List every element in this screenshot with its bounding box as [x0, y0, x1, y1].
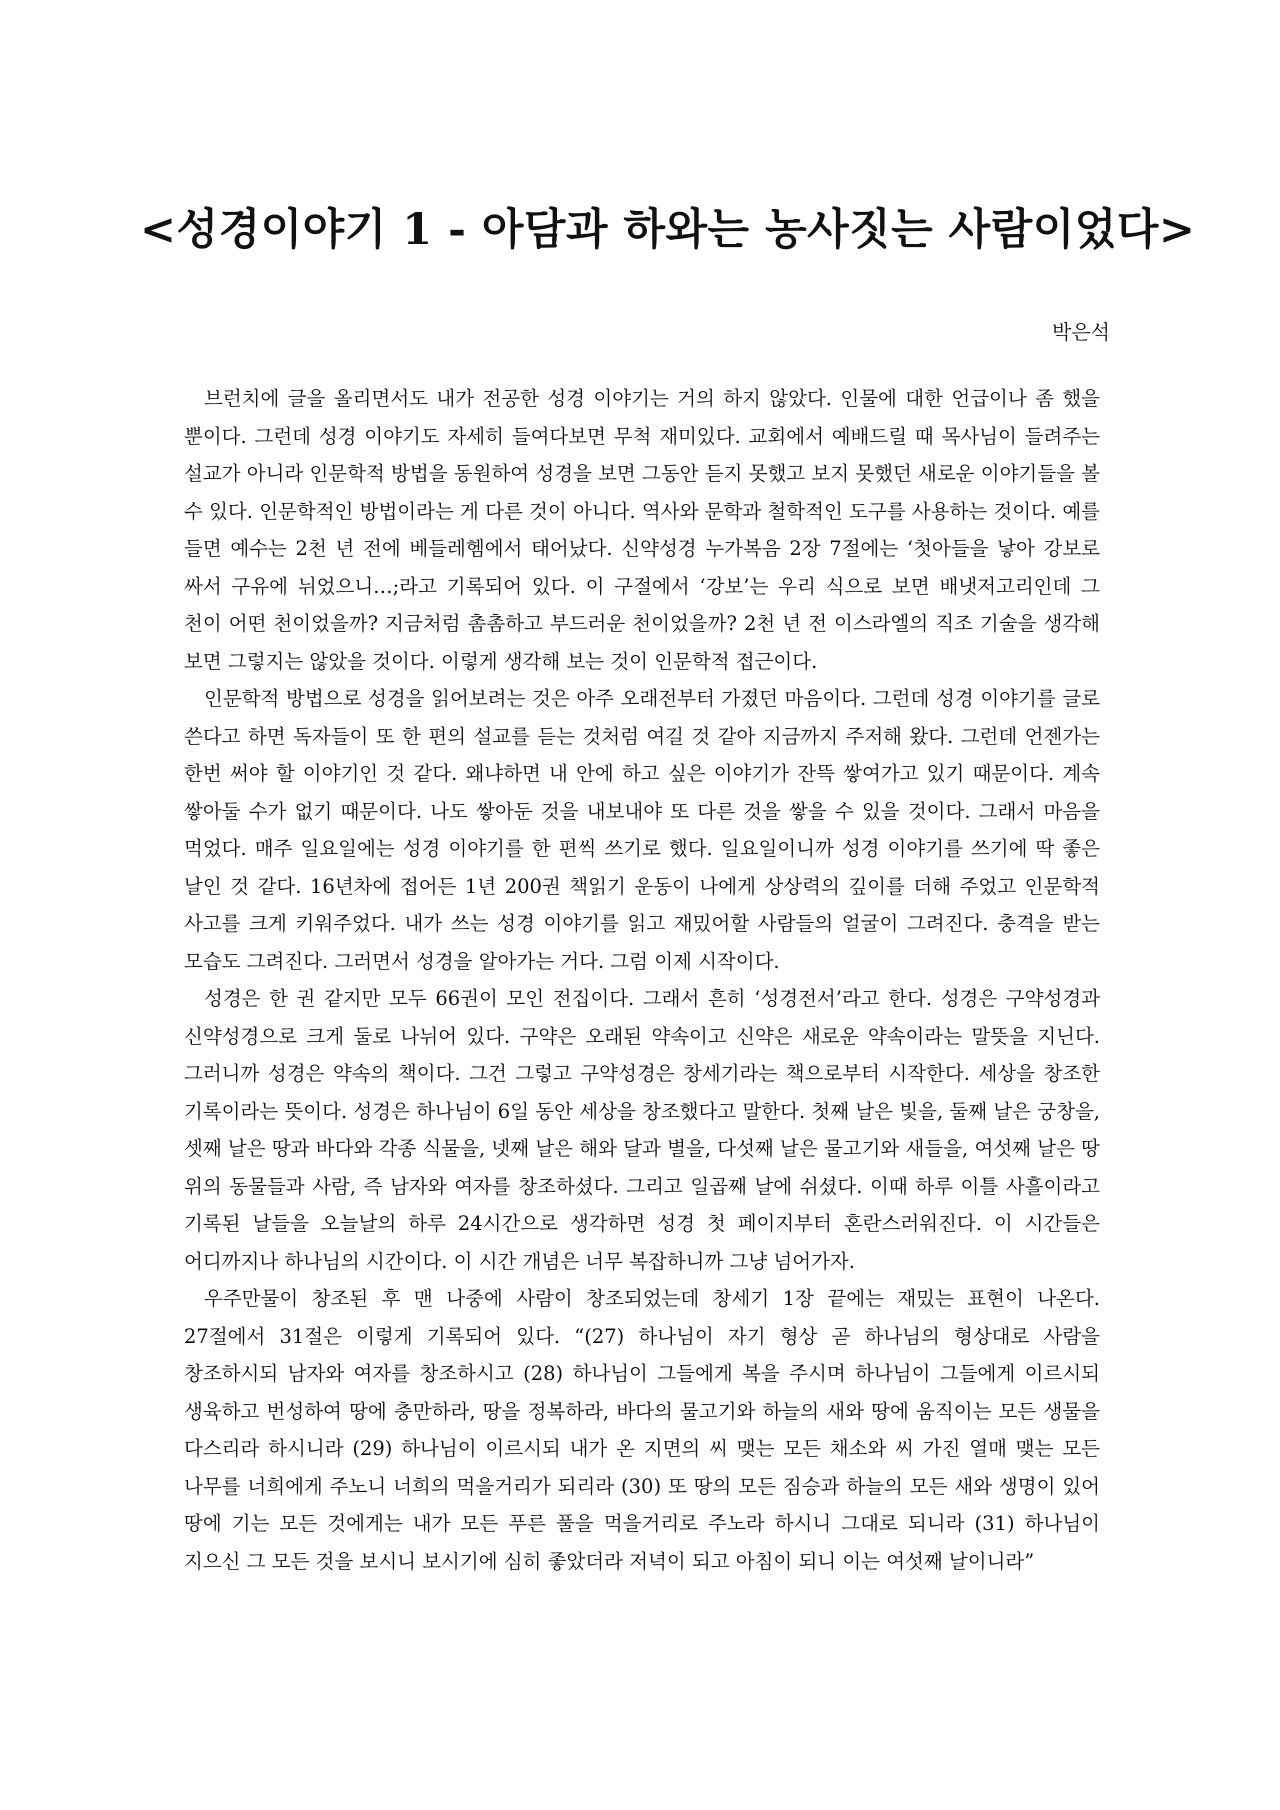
document-title: <성경이야기 1 - 아담과 하와는 농사짓는 사람이었다>: [140, 205, 1196, 255]
paragraph-2: 인문학적 방법으로 성경을 읽어보려는 것은 아주 오래전부터 가졌던 마음이다. 그런데 성경 이야기를 글로 쓴다고 하면 독자들이 또 한 편의 설교를 듣는 것처럼 여길 것 같아 지금까지 주저해 왔다. 그런데 언젠가는 한번 써야 할 이야기인 것 같다. 왜냐하면 내 안에 하고 싶은 이야기가 잔뜩 쌓여가고 있기 때문이다. 계속 쌓아둘 수가 없기 때문이다. 나도 쌓아둔 것을 내보내야 또 다른 것을 쌓을 수 있을 것이다. 그래서 마음을 먹었다. 매주 일요일에는 성경 이야기를 한 편씩 쓰기로 했다. 일요일이니까 성경 이야기를 쓰기에 딱 좋은 날인 것 같다. 16년차에 접어든 1년 200권 책읽기 운동이 나에게 상상력의 깊이를 더해 주었고 인문학적 사고를 크게 키워주었다. 내가 쓰는 성경 이야기를 읽고 재밌어할 사람들의 얼굴이 그려진다. 충격을 받는 모습도 그려진다. 그러면서 성경을 알아가는 거다. 그럼 이제 시작이다.: [184, 687, 1100, 973]
paragraph-4: 우주만물이 창조된 후 맨 나중에 사람이 창조되었는데 창세기 1장 끝에는 재밌는 표현이 나온다. 27절에서 31절은 이렇게 기록되어 있다. “(27) 하나님이 자기 형상 곧 하나님의 형상대로 사람을 창조하시되 남자와 여자를 창조하시고 (28) 하나님이 그들에게 복을 주시며 하나님이 그들에게 이르시되 생육하고 번성하여 땅에 충만하라, 땅을 정복하라, 바다의 물고기와 하늘의 새와 땅에 움직이는 모든 생물을 다스리라 하시니라 (29) 하나님이 이르시되 내가 온 지면의 씨 맺는 모든 채소와 씨 가진 열매 맺는 모든 나무를 너희에게 주노니 너희의 먹을거리가 되리라 (30) 또 땅의 모든 짐승과 하늘의 모든 새와 생명이 있어 땅에 기는 모든 것에게는 내가 모든 푸른 풀을 먹을거리로 주노라 하시니 그대로 되니라 (31) 하나님이 지으신 그 모든 것을 보시니 보시기에 심히 좋았더라 저녁이 되고 아침이 되니 이는 여섯째 날이니라”: [184, 1287, 1100, 1573]
paragraph-3: 성경은 한 권 같지만 모두 66권이 모인 전집이다. 그래서 흔히 ‘성경전서’라고 한다. 성경은 구약성경과 신약성경으로 크게 둘로 나뉘어 있다. 구약은 오래된 약속이고 신약은 새로운 약속이라는 말뜻을 지닌다. 그러니까 성경은 약속의 책이다. 그건 그렇고 구약성경은 창세기라는 책으로부터 시작한다. 세상을 창조한 기록이라는 뜻이다. 성경은 하나님이 6일 동안 세상을 창조했다고 말한다. 첫째 날은 빛을, 둘째 날은 궁창을, 셋째 날은 땅과 바다와 각종 식물을, 넷째 날은 해와 달과 별을, 다섯째 날은 물고기와 새들을, 여섯째 날은 땅 위의 동물들과 사람, 즉 남자와 여자를 창조하셨다. 그리고 일곱째 날에 쉬셨다. 이때 하루 이틀 사흘이라고 기록된 날들을 오늘날의 하루 24시간으로 생각하면 성경 첫 페이지부터 혼란스러워진다. 이 시간들은 어디까지나 하나님의 시간이다. 이 시간 개념은 너무 복잡하니까 그냥 넘어가자.: [184, 987, 1100, 1273]
document-body: [184, 380, 1100, 1580]
paragraph-1: 브런치에 글을 올리면서도 내가 전공한 성경 이야기는 거의 하지 않았다. 인물에 대한 언급이나 좀 했을 뿐이다. 그런데 성경 이야기도 자세히 들여다보면 무척 재미있다. 교회에서 예배드릴 때 목사님이 들려주는 설교가 아니라 인문학적 방법을 동원하여 성경을 보면 그동안 듣지 못했고 보지 못했던 새로운 이야기들을 볼 수 있다. 인문학적인 방법이라는 게 다른 것이 아니다. 역사와 문학과 철학적인 도구를 사용하는 것이다. 예를 들면 예수는 2천 년 전에 베들레헴에서 태어났다. 신약성경 누가복음 2장 7절에는 ‘첫아들을 낳아 강보로 싸서 구유에 뉘었으니…;라고 기록되어 있다. 이 구절에서 ‘강보’는 우리 식으로 보면 배냇저고리인데 그 천이 어떤 천이었을까? 지금처럼 촘촘하고 부드러운 천이었을까? 2천 년 전 이스라엘의 직조 기술을 생각해 보면 그렇지는 않았을 것이다. 이렇게 생각해 보는 것이 인문학적 접근이다.: [184, 387, 1100, 673]
author-name: 박은석: [1052, 320, 1110, 344]
